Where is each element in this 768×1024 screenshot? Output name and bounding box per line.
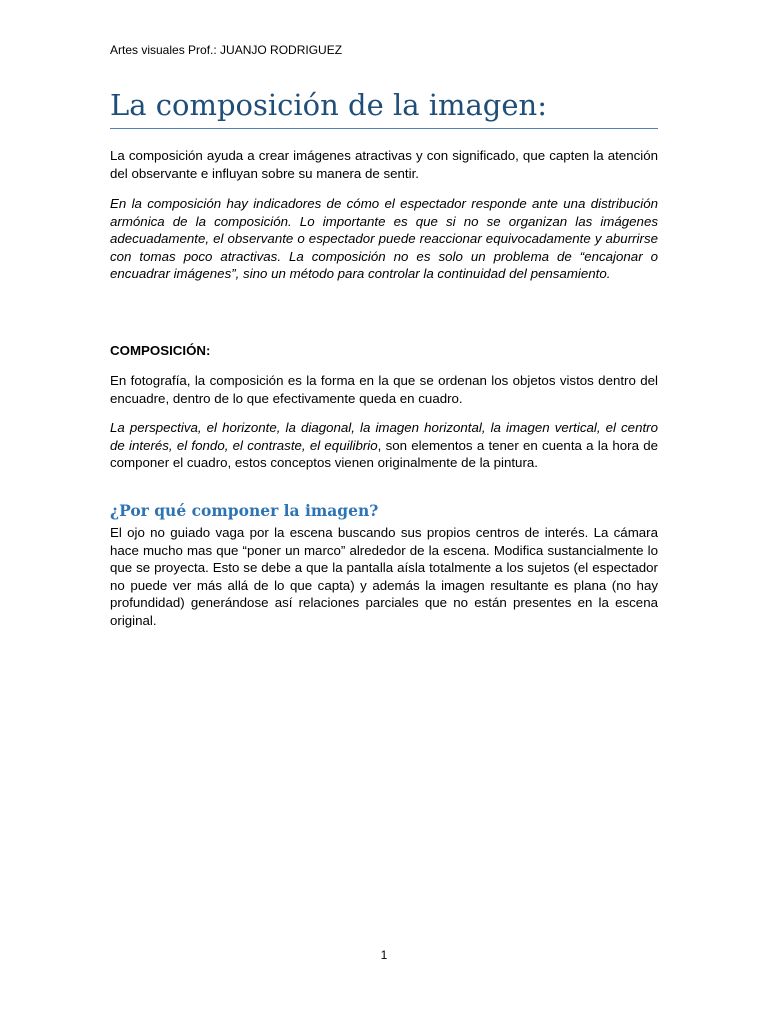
page-number: 1 xyxy=(380,948,388,962)
why-compose-paragraph: El ojo no guiado vaga por la escena buscando sus propios centros de interés. La cámara hace mucho mas que “poner un marco” alrededor de la escena. Modifica sustancialmente lo que se proyecta. Esto se debe a que la pantalla aísla totalmente a los sujetos (el espectador no puede ver más allá de lo que capta) y además la imagen resultante es plana (no hay profundidad) generándose así relaciones parciales que no están presentes en la escena original. xyxy=(110,525,658,628)
intro-paragraph: La composición ayuda a crear imágenes atractivas y con significado, que capten la atención del observante e influyan sobre su manera de sentir. xyxy=(110,148,658,181)
composition-elements-paragraph xyxy=(110,419,658,472)
composition-indicators-paragraph: En la composición hay indicadores de cómo el espectador responde ante una distribución armónica de la composición. Lo importante es que si no se organizan las imágenes adecuadamente, el observante o espectador puede reaccionar equivocadamente y aburrirse con tomas poco atractivas. La composición no es solo un problema de “encajonar o encuadrar imágenes”, sino un método para controlar la continuidad del pensamiento. xyxy=(110,196,658,281)
composition-elements-italic-text: La perspectiva, el horizonte, la diagonal, la imagen horizontal, la imagen vertical, el centro de interés, el fondo, el contraste, el equilibrio xyxy=(110,420,658,453)
composition-elements-normal-text: , son elementos a tener en cuenta a la hora de componer el cuadro, estos conceptos vienen originalmente de la pintura. xyxy=(110,437,658,470)
document-title: La composición de la imagen: xyxy=(110,88,547,122)
why-compose-subheading: ¿Por qué componer la imagen? xyxy=(110,501,379,520)
page-header: Artes visuales Prof.: JUANJO RODRIGUEZ xyxy=(110,43,343,57)
composition-section-heading: COMPOSICIÓN: xyxy=(110,343,211,358)
title-underline-rule xyxy=(110,128,658,129)
photography-composition-paragraph: En fotografía, la composición es la forma en la que se ordenan los objetos vistos dentro del encuadre, dentro de lo que efectivamente queda en cuadro. xyxy=(110,373,658,406)
